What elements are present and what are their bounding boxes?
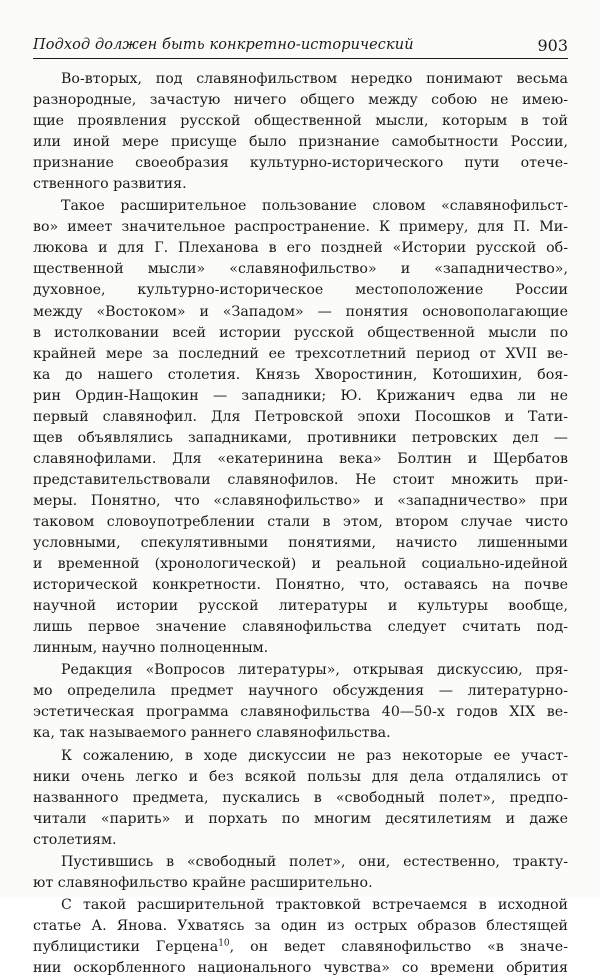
text-line: крайней мере за последний ее трехсотлетний период от XVII ве- bbox=[33, 345, 568, 362]
text-line: ники очень легко и без всякой пользы для дела отдалялись от bbox=[33, 768, 568, 785]
text-line: представительствовали славянофилов. Не стоит множить при- bbox=[33, 471, 568, 488]
text-line: К сожалению, в ходе дискуссии не раз некоторые ее участ- bbox=[61, 747, 568, 764]
text-line: Пустившись в «свободный полет», они, естественно, тракту- bbox=[61, 853, 568, 870]
text-line: исторической конкретности. Понятно, что, оставаясь на почве bbox=[33, 577, 568, 594]
page-number: 903 bbox=[537, 36, 568, 55]
text-line: ка, так называемого раннего славянофильства. bbox=[33, 725, 391, 742]
paragraph bbox=[33, 895, 568, 979]
text-fragment: публицистики Герцена bbox=[33, 938, 219, 955]
text-fragment: , он ведет славянофильство «в значе- bbox=[229, 938, 568, 955]
page-header bbox=[33, 34, 568, 59]
text-line: таковом словоупотреблении стали в этом, втором случае чисто bbox=[33, 513, 568, 530]
body-text bbox=[33, 69, 568, 980]
text-line: эстетическая программа славянофильства 40—50-х годов XIX ве- bbox=[33, 704, 568, 721]
text-line-with-footnote bbox=[33, 937, 568, 958]
text-line: Редакция «Вопросов литературы», открывая дискуссию, пря- bbox=[61, 662, 568, 679]
text-line: и временной (хронологической) и реальной социально-идейной bbox=[33, 556, 568, 573]
text-line: между «Востоком» и «Западом» — понятия основополагающие bbox=[33, 303, 568, 320]
text-line: научной истории русской литературы и культуры вообще, bbox=[33, 598, 568, 615]
text-line: читали «парить» и порхать по многим десятилетиям и даже bbox=[33, 810, 568, 827]
text-line: славянофилами. Для «екатеринина века» Болтин и Щербатов bbox=[33, 450, 568, 467]
running-head: Подход должен быть конкретно-исторический bbox=[33, 37, 414, 53]
text-line: линным, научно полноценным. bbox=[33, 640, 269, 657]
text-line: в истолковании всей истории русской общественной мысли по bbox=[33, 324, 568, 341]
text-line: щественной мысли» «славянофильство» и «западничество», bbox=[33, 261, 568, 278]
text-line: или иной мере присуще было признание самобытности России, bbox=[33, 134, 568, 151]
text-line: мо определила предмет научного обсуждения — литературно- bbox=[33, 683, 568, 700]
paragraph bbox=[33, 746, 568, 851]
text-line: столетиям. bbox=[33, 831, 117, 848]
paragraph bbox=[33, 69, 568, 195]
text-line: ка до нашего столетия. Князь Хворостинин, Котошихин, боя- bbox=[33, 366, 568, 383]
paragraph bbox=[33, 660, 568, 744]
text-line: С такой расширительной трактовкой встречаемся в исходной bbox=[61, 896, 568, 913]
text-line: щев объявлялись западниками, противники петровских дел — bbox=[33, 429, 568, 446]
text-line: первый славянофил. Для Петровской эпохи Посошков и Тати- bbox=[33, 408, 568, 425]
text-line: меры. Понятно, что «славянофильство» и «западничество» при bbox=[33, 492, 568, 509]
footnote-marker: 10 bbox=[218, 938, 230, 949]
text-line: ственного развития. bbox=[33, 176, 187, 193]
paragraph bbox=[33, 196, 568, 659]
text-line: духовное, культурно-историческое местоположение России bbox=[33, 282, 568, 299]
text-line: Такое расширительное пользование словом «славянофильст- bbox=[61, 198, 568, 215]
text-line: рин Ордин-Нащокин — западники; Ю. Крижанич едва ли не bbox=[33, 387, 568, 404]
text-line: Во-вторых, под славянофильством нередко понимают весьма bbox=[61, 71, 568, 87]
text-line: лишь первое значение славянофильства следует считать под- bbox=[33, 619, 568, 636]
text-line: щие проявления русской общественной мысли, которым в той bbox=[33, 113, 568, 130]
text-line: ют славянофильство крайне расширительно. bbox=[33, 874, 373, 891]
text-line: нии оскорбленного национального чувства» со времени обрития bbox=[33, 959, 568, 976]
paragraph bbox=[33, 852, 568, 894]
text-line: разнородные, зачастую ничего общего между собою не имею- bbox=[33, 92, 568, 109]
text-line: названного предмета, пускались в «свободный полет», предпо- bbox=[33, 789, 568, 806]
text-line: во» имеет значительное распространение. К примеру, для П. Ми- bbox=[33, 219, 568, 236]
text-line: люкова и для Г. Плеханова в его поздней «Истории русской об- bbox=[33, 240, 568, 257]
text-line: признание своеобразия культурно-исторического пути отече- bbox=[33, 155, 568, 172]
text-line: условными, спекулятивными понятиями, начисто лишенными bbox=[33, 535, 568, 552]
text-line: статье А. Янова. Ухватясь за один из острых образов блестящей bbox=[33, 917, 568, 934]
